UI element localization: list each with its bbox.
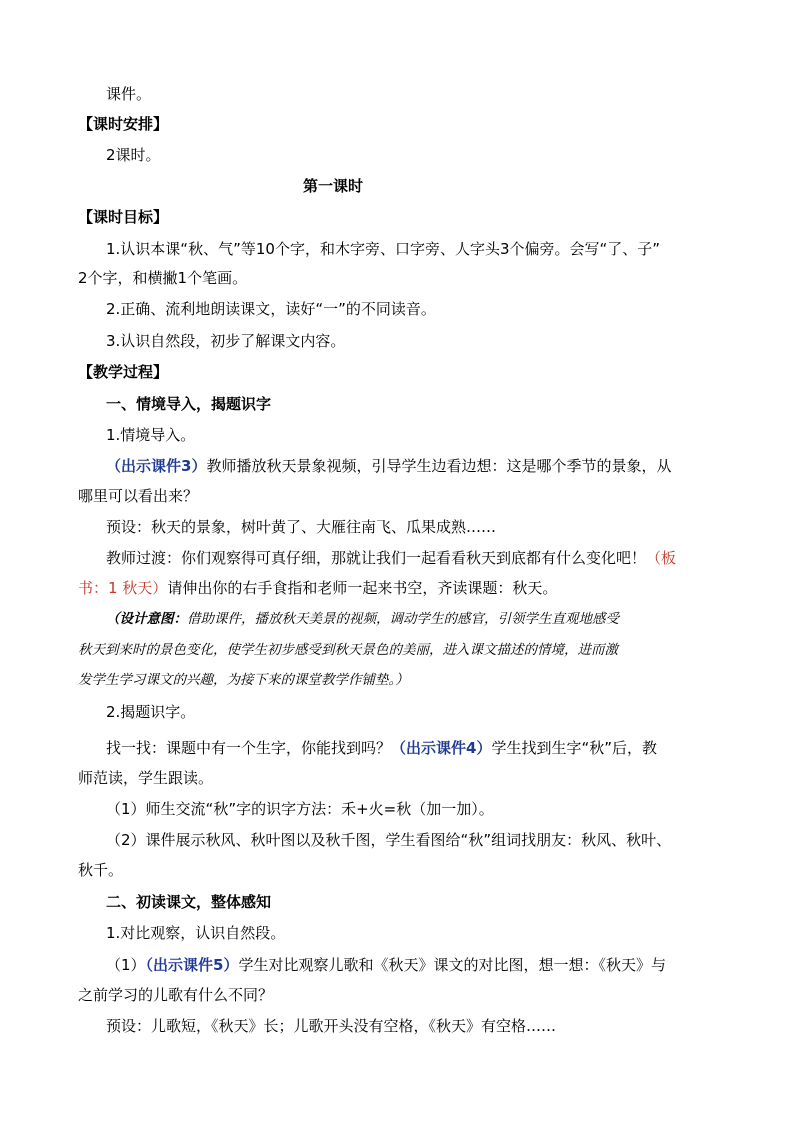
text-line: 预设：秋天的景象，树叶黄了、大雁往南飞、瓜果成熟……: [106, 518, 497, 536]
text-line: 2.揭题识字。: [106, 703, 196, 721]
text-line: 预设：儿歌短，《秋天》长；儿歌开头没有空格，《秋天》有空格……: [106, 1017, 557, 1035]
text-line: 秋千。: [78, 861, 124, 879]
design-note: [106, 609, 619, 629]
text-line: [106, 456, 671, 476]
text-line: [106, 548, 676, 568]
text-span: 学生找到生字“秋”后，教: [491, 739, 658, 757]
text-span: 请伸出你的右手食指和老师一起来书空，齐读课题：秋天。: [167, 579, 558, 597]
design-note: 发学生学习课文的兴趣，为接下来的课堂教学作铺垫。）: [78, 672, 409, 688]
courseware-ref: （出示课件5）: [145, 956, 239, 974]
text-span: 教师过渡：你们观察得可真仔细，那就让我们一起看看秋天到底都有什么变化吧！: [106, 549, 647, 567]
board-note: 书：1 秋天）: [78, 579, 168, 597]
text-span: 学生对比观察儿歌和《秋天》课文的对比图，想一想：《秋天》与: [238, 956, 667, 974]
section-heading-goals: 【课时目标】: [78, 208, 169, 226]
courseware-ref: （出示课件3）: [106, 457, 207, 475]
subheading-intro: 一、情境导入，揭题识字: [106, 395, 272, 413]
section-heading-schedule: 【课时安排】: [78, 115, 169, 133]
text-span: 教师播放秋天景象视频，引导学生边看边想：这是哪个季节的景象，从: [206, 457, 672, 475]
subheading-reading: 二、初读课文，整体感知: [106, 893, 272, 911]
text-line: 1.认识本课“秋、气”等10个字，和木字旁、口字旁、人字头3个偏旁。会写“了、子”: [106, 240, 661, 258]
design-note: 秋天到来时的景色变化，使学生初步感受到秋天景色的美丽，进入课文描述的情境，进而激: [78, 642, 618, 658]
lesson-title: 第一课时: [303, 177, 364, 195]
text-line: [78, 578, 557, 598]
text-span: （1）: [106, 956, 146, 974]
text-span: 找一找：课题中有一个生字，你能找到吗？: [106, 739, 392, 757]
text-line: 哪里可以看出来？: [78, 487, 199, 505]
text-line: 之前学习的儿歌有什么不同？: [78, 986, 274, 1004]
text-line: 课件。: [106, 85, 152, 103]
board-note: （板: [646, 549, 677, 567]
text-line: [106, 738, 657, 758]
text-span: 借助课件，播放秋天美景的视频，调动学生的感官，引领学生直观地感受: [187, 611, 619, 627]
design-note-label: （设计意图：: [106, 611, 187, 627]
section-heading-process: 【教学过程】: [78, 363, 169, 381]
text-line: 1.对比观察，认识自然段。: [106, 924, 286, 942]
text-line: 2课时。: [106, 146, 161, 164]
text-line: [106, 955, 666, 975]
text-line: 2个字，和横撇1个笔画。: [78, 269, 248, 287]
text-line: 1.情境导入。: [106, 426, 196, 444]
text-line: 师范读，学生跟读。: [78, 769, 214, 787]
text-line: （1）师生交流“秋”字的识字方法：禾+火=秋（加一加）。: [106, 800, 494, 818]
text-line: （2）课件展示秋风、秋叶图以及秋千图，学生看图给“秋”组词找朋友：秋风、秋叶、: [106, 831, 672, 849]
text-line: 3.认识自然段，初步了解课文内容。: [106, 332, 346, 350]
courseware-ref: （出示课件4）: [391, 739, 492, 757]
text-line: 2.正确、流利地朗读课文，读好“一”的不同读音。: [106, 300, 436, 318]
